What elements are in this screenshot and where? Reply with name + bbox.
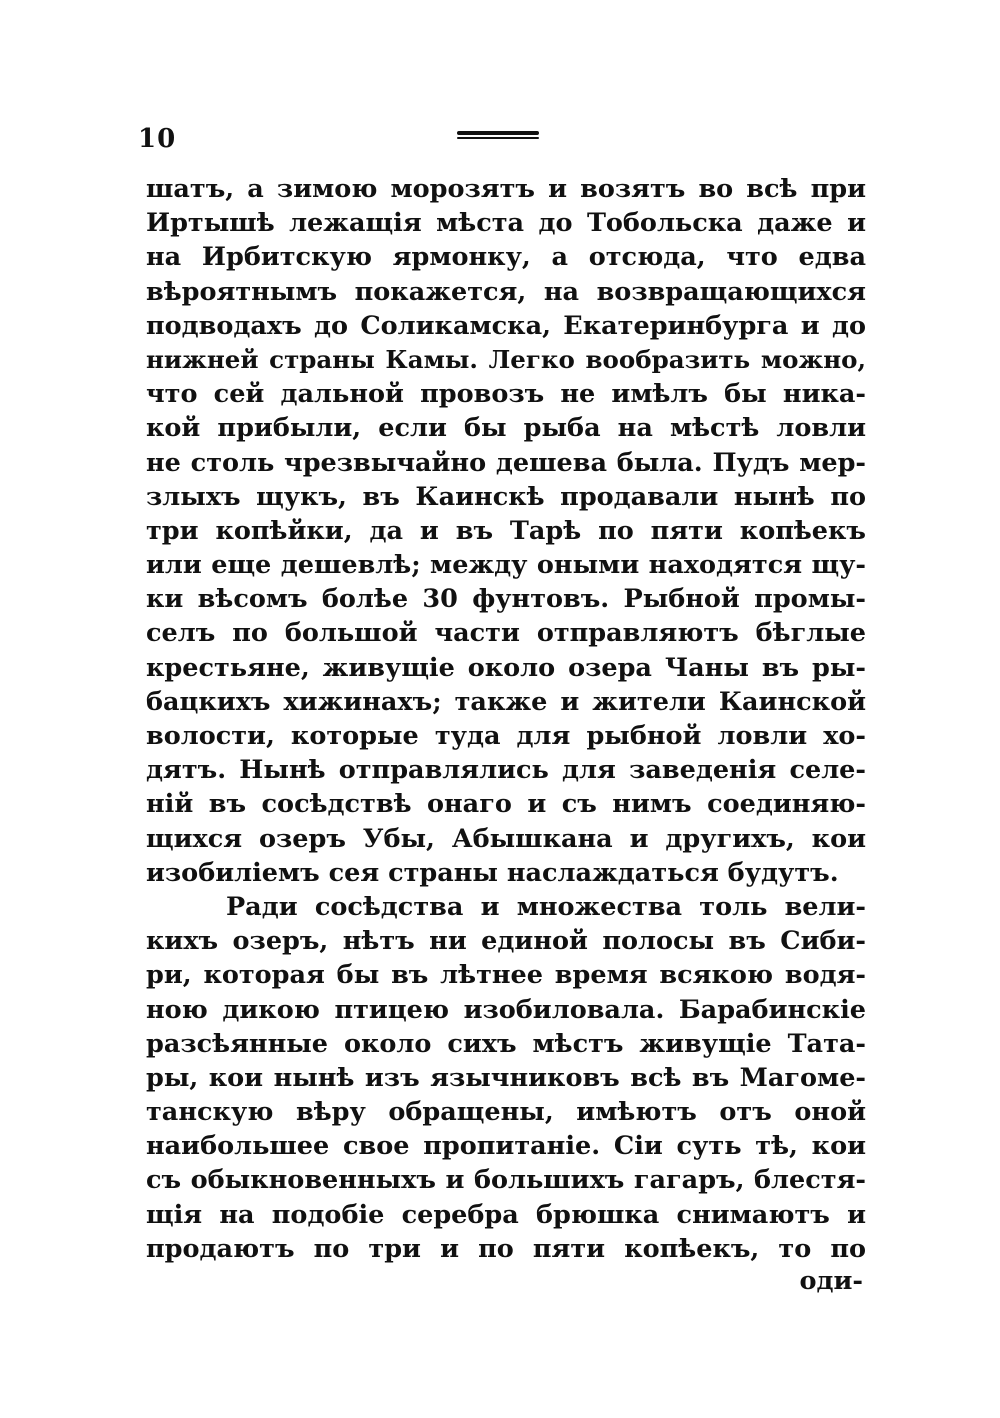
text-line: вѣроятнымъ покажется, на возвращающихся xyxy=(146,276,866,307)
text-line: три копѣйки, да и въ Тарѣ по пяти копѣекъ xyxy=(146,515,866,546)
text-line: ній въ сосѣдствѣ онаго и съ нимъ соединяю- xyxy=(146,789,866,820)
text-line: щія на подобіе серебра брюшка снимаютъ и xyxy=(146,1199,866,1230)
text-line: злыхъ щукъ, въ Каинскѣ продавали нынѣ по xyxy=(146,481,866,512)
catchword: оди- xyxy=(799,1266,863,1296)
text-line: продаютъ по три и по пяти копѣекъ, то по xyxy=(146,1233,866,1264)
text-line: что сей дальной провозъ не имѣлъ бы ника- xyxy=(146,379,866,410)
text-line: ры, кои нынѣ изъ язычниковъ всѣ въ Магоме- xyxy=(146,1062,866,1093)
text-line: кихъ озеръ, нѣтъ ни единой полосы въ Сиби- xyxy=(146,926,866,957)
text-line: наибольшее свое пропитаніе. Сіи суть тѣ, кои xyxy=(146,1131,866,1162)
text-line: не столь чрезвычайно дешева была. Пудъ мер- xyxy=(146,447,866,478)
text-line: ною дикою птицею изобиловала. Барабинскіе xyxy=(146,994,866,1025)
page-number: 10 xyxy=(138,124,177,154)
text-line: щихся озеръ Убы, Абышкана и другихъ, кои xyxy=(146,823,866,854)
text-line: подводахъ до Соликамска, Екатеринбурга и до xyxy=(146,310,866,341)
text-line: волости, которые туда для рыбной ловли хо- xyxy=(146,721,866,751)
text-line: селъ по большой части отправляютъ бѣглые xyxy=(146,618,866,649)
text-line: крестьяне, живущіе около озера Чаны въ ры- xyxy=(146,652,866,683)
text-line: разсѣянные около сихъ мѣстъ живущіе Тата- xyxy=(146,1028,866,1059)
text-line: кой прибыли, если бы рыба на мѣстѣ ловли xyxy=(146,413,866,444)
text-line: дятъ. Нынѣ отправлялись для заведенія селе- xyxy=(146,755,866,786)
body-text xyxy=(146,172,866,1266)
text-line: ри, которая бы въ лѣтнее время всякою водя- xyxy=(146,960,866,991)
text-line: танскую вѣру обращены, имѣютъ отъ оной xyxy=(146,1097,866,1128)
text-line: съ обыкновенныхъ и большихъ гагаръ, блестя- xyxy=(146,1165,866,1196)
header-ornament xyxy=(457,131,539,140)
text-line: изобиліемъ сея страны наслаждаться будутъ. xyxy=(146,857,839,888)
text-line: шатъ, а зимою морозятъ и возятъ во всѣ при xyxy=(146,174,866,204)
text-line: на Ирбитскую ярмонку, а отсюда, что едва xyxy=(146,242,866,273)
text-line: Иртышѣ лежащія мѣста до Тобольска даже и xyxy=(146,208,866,239)
text-line: бацкихъ хижинахъ; также и жители Каинской xyxy=(146,686,866,717)
paragraph-start-line: Ради сосѣдства и множества толь вели- xyxy=(226,891,866,922)
text-line: или еще дешевлѣ; между оными находятся щу- xyxy=(146,550,866,581)
text-line: ки вѣсомъ болѣе 30 фунтовъ. Рыбной промы- xyxy=(146,584,866,615)
text-line: нижней страны Камы. Легко вообразить можно, xyxy=(146,344,866,374)
